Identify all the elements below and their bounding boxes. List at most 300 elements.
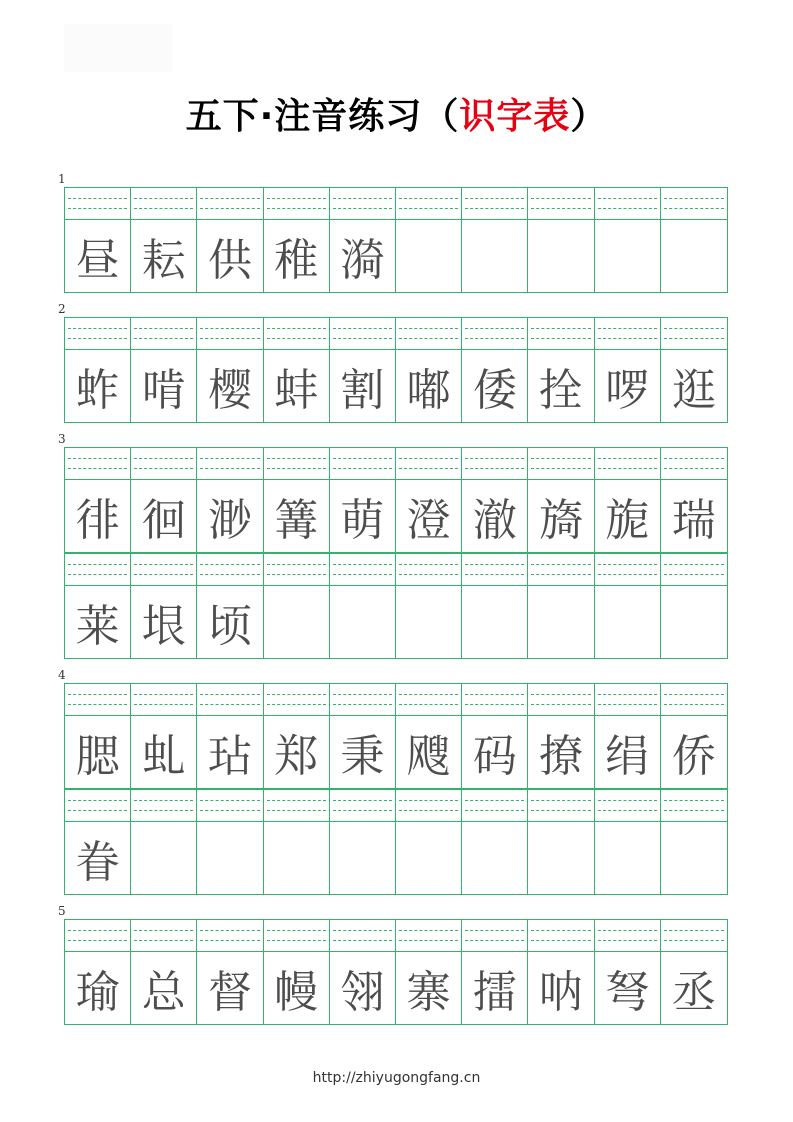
hanzi-character: 腮 xyxy=(75,731,120,782)
hanzi-character: 幔 xyxy=(274,967,319,1018)
practice-cell[interactable] xyxy=(396,318,462,422)
pinyin-lines xyxy=(528,188,593,220)
pinyin-lines xyxy=(528,448,593,480)
dashed-guide-line xyxy=(68,564,127,565)
hanzi-character: 嘟 xyxy=(406,365,451,416)
dashed-guide-line xyxy=(664,800,724,801)
dashed-guide-line xyxy=(267,694,326,695)
pinyin-lines xyxy=(462,448,527,480)
practice-cell[interactable] xyxy=(197,790,263,894)
practice-cell[interactable] xyxy=(65,790,131,894)
practice-cell[interactable] xyxy=(264,448,330,552)
practice-cell[interactable] xyxy=(528,790,594,894)
pinyin-lines xyxy=(462,684,527,716)
practice-cell[interactable] xyxy=(197,448,263,552)
hanzi-character xyxy=(264,587,329,657)
pinyin-lines xyxy=(528,318,593,350)
dashed-guide-line xyxy=(68,198,127,199)
hanzi-character: 督 xyxy=(208,967,252,1018)
pinyin-lines xyxy=(330,448,395,480)
dashed-guide-line xyxy=(333,328,392,329)
practice-cell[interactable] xyxy=(131,684,197,788)
hanzi-character: 呐 xyxy=(539,967,584,1018)
dashed-guide-line xyxy=(598,810,657,811)
practice-cell[interactable] xyxy=(131,920,197,1024)
hanzi-character xyxy=(396,823,461,893)
dashed-guide-line xyxy=(399,694,458,695)
practice-cell[interactable] xyxy=(661,188,727,292)
dashed-guide-line xyxy=(399,198,458,199)
hanzi-character: 侨 xyxy=(671,731,716,782)
dashed-guide-line xyxy=(200,704,259,705)
dashed-guide-line xyxy=(200,574,259,575)
dashed-guide-line xyxy=(134,458,193,459)
dashed-guide-line xyxy=(399,468,458,469)
pinyin-lines xyxy=(197,554,262,586)
dashed-guide-line xyxy=(267,208,326,209)
dashed-guide-line xyxy=(333,338,392,339)
dashed-guide-line xyxy=(664,458,724,459)
practice-cell[interactable] xyxy=(65,318,131,422)
dashed-guide-line xyxy=(465,694,524,695)
hanzi-character xyxy=(661,221,727,291)
dashed-guide-line xyxy=(531,800,590,801)
dashed-guide-line xyxy=(664,694,724,695)
pinyin-lines xyxy=(661,684,727,716)
dashed-guide-line xyxy=(531,940,590,941)
pinyin-lines xyxy=(462,188,527,220)
pinyin-lines xyxy=(131,554,196,586)
title-highlight: 识字表 xyxy=(459,96,571,137)
grid-row xyxy=(64,553,728,659)
hanzi-character: 秉 xyxy=(340,731,385,782)
dashed-guide-line xyxy=(399,930,458,931)
practice-cell[interactable] xyxy=(131,448,197,552)
pinyin-lines xyxy=(131,318,196,350)
dashed-guide-line xyxy=(399,704,458,705)
practice-cell[interactable] xyxy=(661,554,727,658)
dashed-guide-line xyxy=(267,328,326,329)
dashed-guide-line xyxy=(134,198,193,199)
dashed-guide-line xyxy=(267,198,326,199)
dashed-guide-line xyxy=(598,940,657,941)
pinyin-lines xyxy=(197,684,262,716)
pinyin-lines xyxy=(330,554,395,586)
practice-cell[interactable] xyxy=(264,684,330,788)
hanzi-character: 眷 xyxy=(75,837,120,888)
pinyin-lines xyxy=(65,448,130,480)
practice-cell[interactable] xyxy=(65,684,131,788)
dashed-guide-line xyxy=(531,468,590,469)
dashed-guide-line xyxy=(664,468,724,469)
practice-cell[interactable] xyxy=(528,188,594,292)
practice-cell[interactable] xyxy=(330,920,396,1024)
hanzi-character xyxy=(661,823,727,893)
dashed-guide-line xyxy=(200,800,259,801)
pinyin-lines xyxy=(396,554,461,586)
title-main: 五下·注音练习 xyxy=(185,96,423,137)
dashed-guide-line xyxy=(399,328,458,329)
dashed-guide-line xyxy=(531,704,590,705)
hanzi-character xyxy=(330,587,395,657)
dashed-guide-line xyxy=(664,930,724,931)
practice-cell[interactable] xyxy=(197,920,263,1024)
hanzi-character: 虬 xyxy=(141,731,186,782)
pinyin-lines xyxy=(197,188,262,220)
dashed-guide-line xyxy=(267,458,326,459)
hanzi-character: 啃 xyxy=(141,365,186,416)
dashed-guide-line xyxy=(531,930,590,931)
practice-cell[interactable] xyxy=(528,448,594,552)
logo-placeholder xyxy=(64,24,172,72)
practice-cell[interactable] xyxy=(528,554,594,658)
pinyin-lines xyxy=(65,920,130,952)
dashed-guide-line xyxy=(465,574,524,575)
pinyin-lines xyxy=(396,684,461,716)
hanzi-character: 稚 xyxy=(274,235,319,286)
dashed-guide-line xyxy=(465,704,524,705)
practice-cell[interactable] xyxy=(595,448,661,552)
hanzi-character: 旖 xyxy=(539,495,584,546)
practice-cell[interactable] xyxy=(661,920,727,1024)
hanzi-character: 绢 xyxy=(605,731,650,782)
pinyin-lines xyxy=(264,684,329,716)
pinyin-lines xyxy=(131,188,196,220)
dashed-guide-line xyxy=(200,940,259,941)
section-number: 4 xyxy=(58,668,66,682)
hanzi-character: 郑 xyxy=(274,731,319,782)
dashed-guide-line xyxy=(333,800,392,801)
dashed-guide-line xyxy=(333,694,392,695)
dashed-guide-line xyxy=(333,208,392,209)
hanzi-character xyxy=(595,221,660,291)
practice-cell[interactable] xyxy=(462,188,528,292)
dashed-guide-line xyxy=(134,704,193,705)
grid-row xyxy=(64,187,728,293)
pinyin-lines xyxy=(197,790,262,822)
practice-cell[interactable] xyxy=(528,318,594,422)
dashed-guide-line xyxy=(465,328,524,329)
dashed-guide-line xyxy=(200,468,259,469)
dashed-guide-line xyxy=(68,704,127,705)
practice-cell[interactable] xyxy=(595,790,661,894)
grid-row xyxy=(64,789,728,895)
pinyin-lines xyxy=(131,448,196,480)
dashed-guide-line xyxy=(399,800,458,801)
hanzi-character: 蚌 xyxy=(274,365,319,416)
dashed-guide-line xyxy=(333,704,392,705)
dashed-guide-line xyxy=(399,564,458,565)
pinyin-lines xyxy=(661,554,727,586)
dashed-guide-line xyxy=(333,940,392,941)
hanzi-character: 割 xyxy=(340,365,385,416)
practice-cell[interactable] xyxy=(462,790,528,894)
practice-cell[interactable] xyxy=(595,920,661,1024)
practice-cell[interactable] xyxy=(65,554,131,658)
practice-cell[interactable] xyxy=(396,554,462,658)
practice-cell[interactable] xyxy=(330,318,396,422)
practice-cell[interactable] xyxy=(462,554,528,658)
dashed-guide-line xyxy=(68,338,127,339)
hanzi-character xyxy=(396,221,461,291)
practice-cell[interactable] xyxy=(661,448,727,552)
practice-cell[interactable] xyxy=(197,684,263,788)
pinyin-lines xyxy=(330,790,395,822)
dashed-guide-line xyxy=(465,810,524,811)
practice-cell[interactable] xyxy=(264,920,330,1024)
footer-url: http://zhiyugongfang.cn xyxy=(312,1070,481,1086)
dashed-guide-line xyxy=(333,468,392,469)
hanzi-character xyxy=(131,823,196,893)
dashed-guide-line xyxy=(333,810,392,811)
practice-cell[interactable] xyxy=(197,318,263,422)
dashed-guide-line xyxy=(68,800,127,801)
practice-cell[interactable] xyxy=(264,318,330,422)
hanzi-character xyxy=(661,587,727,657)
pinyin-lines xyxy=(396,448,461,480)
dashed-guide-line xyxy=(598,564,657,565)
practice-cell[interactable] xyxy=(661,684,727,788)
practice-cell[interactable] xyxy=(396,448,462,552)
pinyin-lines xyxy=(264,448,329,480)
hanzi-character xyxy=(595,587,660,657)
practice-cell[interactable] xyxy=(131,554,197,658)
dashed-guide-line xyxy=(465,468,524,469)
practice-cell[interactable] xyxy=(528,684,594,788)
practice-cell[interactable] xyxy=(197,188,263,292)
hanzi-character xyxy=(528,823,593,893)
pinyin-lines xyxy=(396,318,461,350)
pinyin-lines xyxy=(396,920,461,952)
hanzi-character: 篝 xyxy=(274,495,319,546)
dashed-guide-line xyxy=(399,574,458,575)
dashed-guide-line xyxy=(68,208,127,209)
practice-cell[interactable] xyxy=(595,554,661,658)
hanzi-character: 倭 xyxy=(472,365,517,416)
practice-cell[interactable] xyxy=(131,318,197,422)
pinyin-lines xyxy=(197,448,262,480)
hanzi-character: 啰 xyxy=(605,365,650,416)
practice-cell[interactable] xyxy=(330,448,396,552)
pinyin-lines xyxy=(131,684,196,716)
dashed-guide-line xyxy=(333,574,392,575)
practice-cell[interactable] xyxy=(661,790,727,894)
pinyin-lines xyxy=(264,790,329,822)
pinyin-lines xyxy=(65,188,130,220)
dashed-guide-line xyxy=(598,930,657,931)
pinyin-lines xyxy=(661,318,727,350)
hanzi-character xyxy=(528,587,593,657)
pinyin-lines xyxy=(528,790,593,822)
dashed-guide-line xyxy=(200,930,259,931)
practice-cell[interactable] xyxy=(528,920,594,1024)
hanzi-character: 飕 xyxy=(406,731,451,782)
dashed-guide-line xyxy=(134,338,193,339)
hanzi-character: 丞 xyxy=(671,967,716,1018)
dashed-guide-line xyxy=(465,930,524,931)
pinyin-lines xyxy=(197,920,262,952)
hanzi-character: 垠 xyxy=(141,601,186,652)
practice-cell[interactable] xyxy=(595,684,661,788)
dashed-guide-line xyxy=(664,328,724,329)
section-number: 2 xyxy=(58,302,66,316)
dashed-guide-line xyxy=(134,468,193,469)
dashed-guide-line xyxy=(68,940,127,941)
hanzi-character: 漪 xyxy=(340,235,385,286)
dashed-guide-line xyxy=(531,208,590,209)
dashed-guide-line xyxy=(531,564,590,565)
dashed-guide-line xyxy=(598,458,657,459)
hanzi-character: 萌 xyxy=(340,495,385,546)
pinyin-lines xyxy=(264,920,329,952)
practice-cell[interactable] xyxy=(396,188,462,292)
dashed-guide-line xyxy=(598,328,657,329)
dashed-guide-line xyxy=(333,198,392,199)
hanzi-character xyxy=(528,221,593,291)
practice-cell[interactable] xyxy=(462,684,528,788)
practice-cell[interactable] xyxy=(131,188,197,292)
dashed-guide-line xyxy=(598,468,657,469)
hanzi-character xyxy=(396,587,461,657)
pinyin-lines xyxy=(330,684,395,716)
dashed-guide-line xyxy=(598,694,657,695)
dashed-guide-line xyxy=(68,810,127,811)
grid-row xyxy=(64,919,728,1025)
practice-cell[interactable] xyxy=(330,790,396,894)
practice-cell[interactable] xyxy=(330,684,396,788)
dashed-guide-line xyxy=(200,338,259,339)
pinyin-lines xyxy=(595,188,660,220)
practice-cell[interactable] xyxy=(65,920,131,1024)
hanzi-character: 瑜 xyxy=(75,967,120,1018)
hanzi-character: 瑞 xyxy=(671,495,716,546)
practice-cell[interactable] xyxy=(264,188,330,292)
pinyin-lines xyxy=(264,554,329,586)
hanzi-character: 徘 xyxy=(75,495,120,546)
practice-cell[interactable] xyxy=(330,554,396,658)
dashed-guide-line xyxy=(68,574,127,575)
hanzi-character: 拴 xyxy=(539,365,584,416)
hanzi-character xyxy=(330,823,395,893)
hanzi-character: 蚱 xyxy=(75,365,120,416)
hanzi-character: 撩 xyxy=(539,731,584,782)
practice-cell[interactable] xyxy=(264,554,330,658)
pinyin-lines xyxy=(595,790,660,822)
dashed-guide-line xyxy=(333,458,392,459)
dashed-guide-line xyxy=(399,338,458,339)
dashed-guide-line xyxy=(134,940,193,941)
dashed-guide-line xyxy=(267,810,326,811)
pinyin-lines xyxy=(528,684,593,716)
pinyin-lines xyxy=(65,790,130,822)
grid-row xyxy=(64,317,728,423)
dashed-guide-line xyxy=(664,198,724,199)
dashed-guide-line xyxy=(465,800,524,801)
pinyin-lines xyxy=(65,554,130,586)
pinyin-lines xyxy=(595,920,660,952)
dashed-guide-line xyxy=(68,328,127,329)
dashed-guide-line xyxy=(200,564,259,565)
practice-cell[interactable] xyxy=(131,790,197,894)
dashed-guide-line xyxy=(664,564,724,565)
dashed-guide-line xyxy=(267,564,326,565)
dashed-guide-line xyxy=(134,208,193,209)
pinyin-lines xyxy=(661,920,727,952)
hanzi-character xyxy=(462,587,527,657)
hanzi-character: 擂 xyxy=(472,967,517,1018)
practice-cell[interactable] xyxy=(396,790,462,894)
dashed-guide-line xyxy=(664,208,724,209)
page-title xyxy=(0,88,793,139)
dashed-guide-line xyxy=(200,208,259,209)
dashed-guide-line xyxy=(333,930,392,931)
practice-cell[interactable] xyxy=(396,920,462,1024)
pinyin-lines xyxy=(528,920,593,952)
pinyin-lines xyxy=(264,318,329,350)
hanzi-character: 翎 xyxy=(340,967,385,1018)
dashed-guide-line xyxy=(134,574,193,575)
dashed-guide-line xyxy=(267,704,326,705)
pinyin-lines xyxy=(595,318,660,350)
practice-cell[interactable] xyxy=(65,448,131,552)
pinyin-lines xyxy=(264,188,329,220)
hanzi-character: 渺 xyxy=(208,495,252,546)
dashed-guide-line xyxy=(267,930,326,931)
dashed-guide-line xyxy=(68,694,127,695)
dashed-guide-line xyxy=(200,810,259,811)
hanzi-character: 弩 xyxy=(605,967,650,1018)
dashed-guide-line xyxy=(134,328,193,329)
dashed-guide-line xyxy=(531,328,590,329)
practice-cell[interactable] xyxy=(462,920,528,1024)
title-close-paren: ） xyxy=(570,96,608,137)
pinyin-lines xyxy=(396,188,461,220)
practice-cell[interactable] xyxy=(595,318,661,422)
practice-cell[interactable] xyxy=(65,188,131,292)
dashed-guide-line xyxy=(531,338,590,339)
dashed-guide-line xyxy=(267,940,326,941)
practice-cell[interactable] xyxy=(462,448,528,552)
dashed-guide-line xyxy=(134,800,193,801)
hanzi-character: 码 xyxy=(472,731,517,782)
dashed-guide-line xyxy=(465,458,524,459)
hanzi-character: 澈 xyxy=(472,495,517,546)
pinyin-lines xyxy=(661,188,727,220)
dashed-guide-line xyxy=(465,940,524,941)
pinyin-lines xyxy=(661,790,727,822)
practice-cell[interactable] xyxy=(330,188,396,292)
pinyin-lines xyxy=(197,318,262,350)
hanzi-character: 总 xyxy=(141,967,186,1018)
dashed-guide-line xyxy=(267,574,326,575)
pinyin-lines xyxy=(595,448,660,480)
practice-cell[interactable] xyxy=(661,318,727,422)
dashed-guide-line xyxy=(399,810,458,811)
practice-cell[interactable] xyxy=(264,790,330,894)
practice-cell[interactable] xyxy=(595,188,661,292)
dashed-guide-line xyxy=(399,208,458,209)
practice-cell[interactable] xyxy=(396,684,462,788)
dashed-guide-line xyxy=(333,564,392,565)
dashed-guide-line xyxy=(664,338,724,339)
grid-row xyxy=(64,683,728,789)
dashed-guide-line xyxy=(465,564,524,565)
dashed-guide-line xyxy=(267,338,326,339)
practice-cell[interactable] xyxy=(462,318,528,422)
pinyin-lines xyxy=(396,790,461,822)
dashed-guide-line xyxy=(68,458,127,459)
practice-cell[interactable] xyxy=(197,554,263,658)
